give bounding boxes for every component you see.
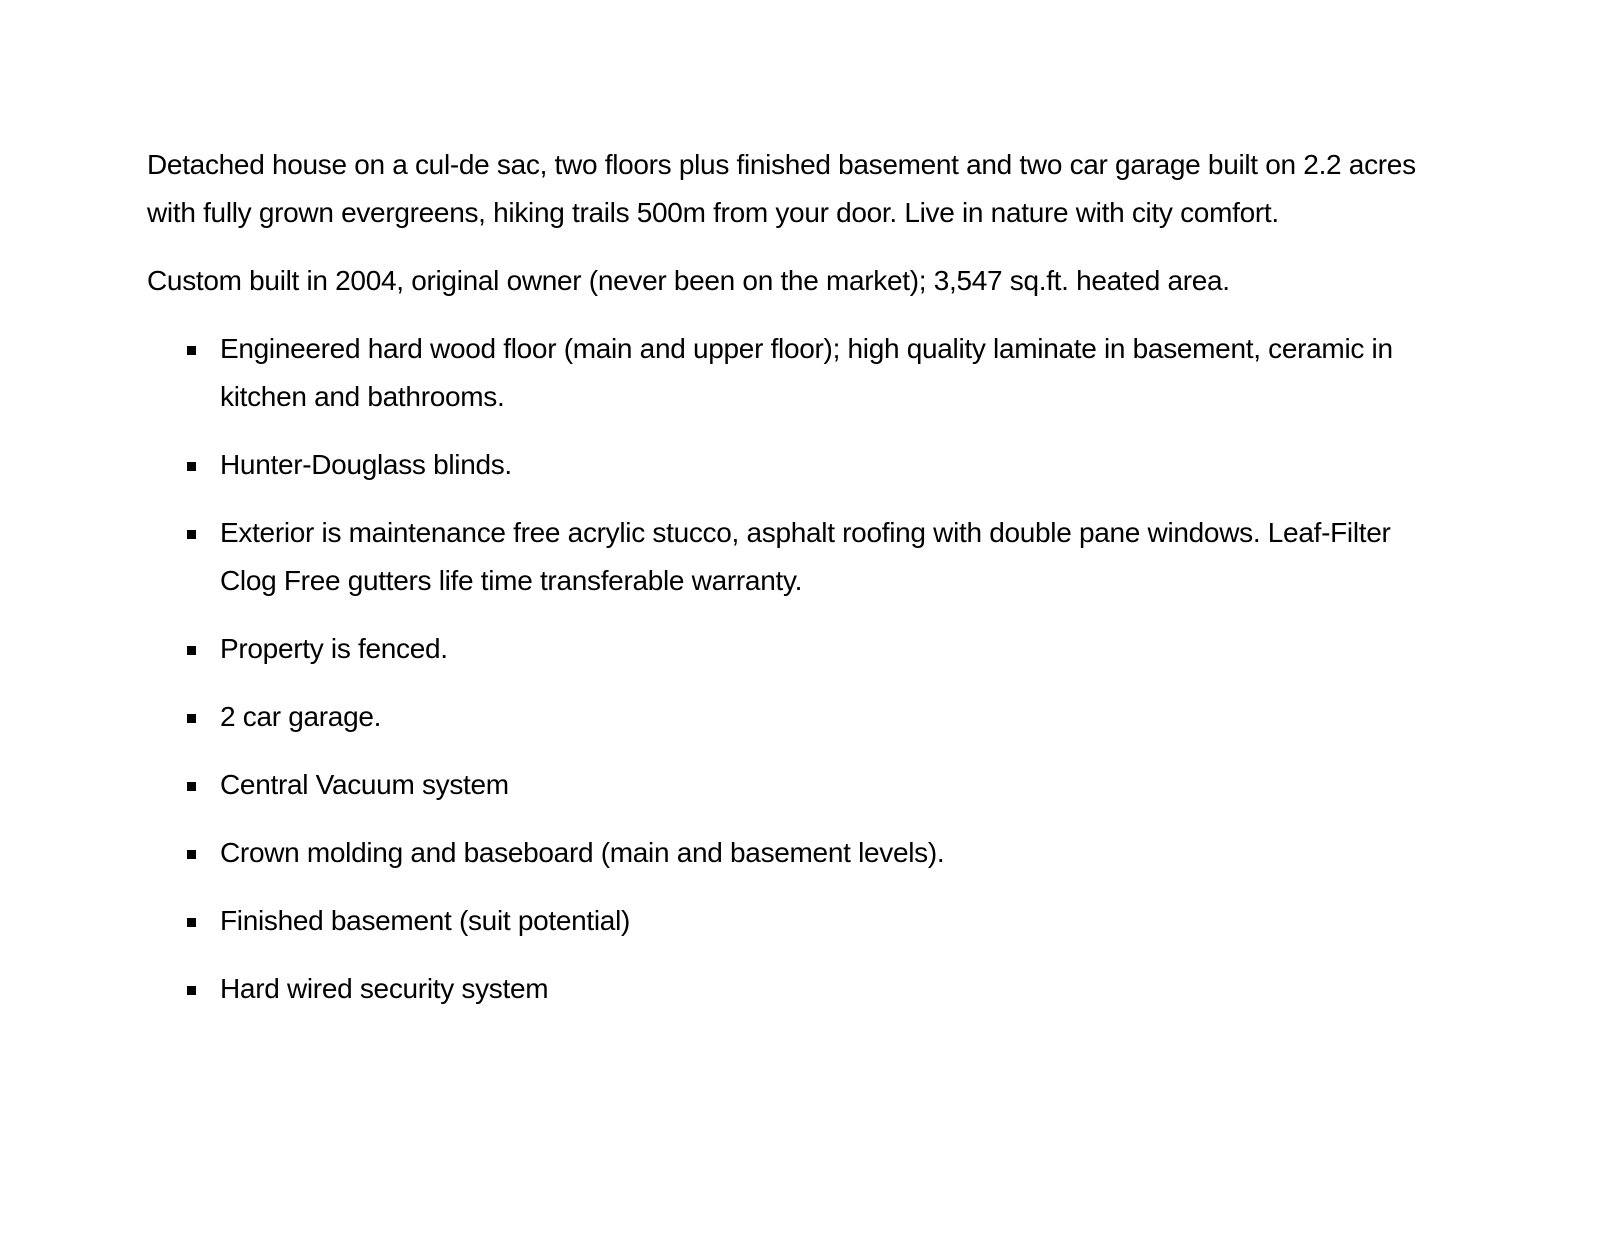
square-bullet-icon bbox=[187, 346, 196, 355]
build-details-paragraph: Custom built in 2004, original owner (never been on the market); 3,547 sq.ft. heated area. bbox=[147, 265, 1230, 296]
list-item-text: Property is fenced. bbox=[220, 633, 448, 664]
list-item-text: Hard wired security system bbox=[220, 973, 549, 1004]
list-item-text: Central Vacuum system bbox=[220, 769, 509, 800]
list-item-text: Hunter-Douglass blinds. bbox=[220, 449, 512, 480]
square-bullet-icon bbox=[187, 462, 196, 471]
list-item bbox=[147, 693, 1447, 741]
list-item bbox=[147, 509, 1447, 605]
square-bullet-icon bbox=[187, 530, 196, 539]
square-bullet-icon bbox=[187, 646, 196, 655]
square-bullet-icon bbox=[187, 850, 196, 859]
square-bullet-icon bbox=[187, 986, 196, 995]
list-item bbox=[147, 761, 1447, 809]
list-item bbox=[147, 441, 1447, 489]
document-body bbox=[147, 141, 1447, 1033]
features-list bbox=[147, 325, 1447, 1013]
square-bullet-icon bbox=[187, 714, 196, 723]
list-item bbox=[147, 325, 1447, 421]
list-item-text: Engineered hard wood floor (main and upper floor); high quality laminate in basement, ceramic in kitchen and bathrooms. bbox=[220, 333, 1393, 412]
list-item-text: Finished basement (suit potential) bbox=[220, 905, 631, 936]
list-item-text: Exterior is maintenance free acrylic stucco, asphalt roofing with double pane windows. Leaf-Filter Clog Free gutters life time transferable warranty. bbox=[220, 517, 1391, 596]
square-bullet-icon bbox=[187, 782, 196, 791]
list-item bbox=[147, 965, 1447, 1013]
intro-paragraph: Detached house on a cul-de sac, two floors plus finished basement and two car garage built on 2.2 acres with fully grown evergreens, hiking trails 500m from your door. Live in nature with city comfort. bbox=[147, 149, 1416, 228]
list-item-text: Crown molding and baseboard (main and basement levels). bbox=[220, 837, 945, 868]
list-item bbox=[147, 897, 1447, 945]
square-bullet-icon bbox=[187, 918, 196, 927]
list-item bbox=[147, 625, 1447, 673]
list-item-text: 2 car garage. bbox=[220, 701, 382, 732]
list-item bbox=[147, 829, 1447, 877]
